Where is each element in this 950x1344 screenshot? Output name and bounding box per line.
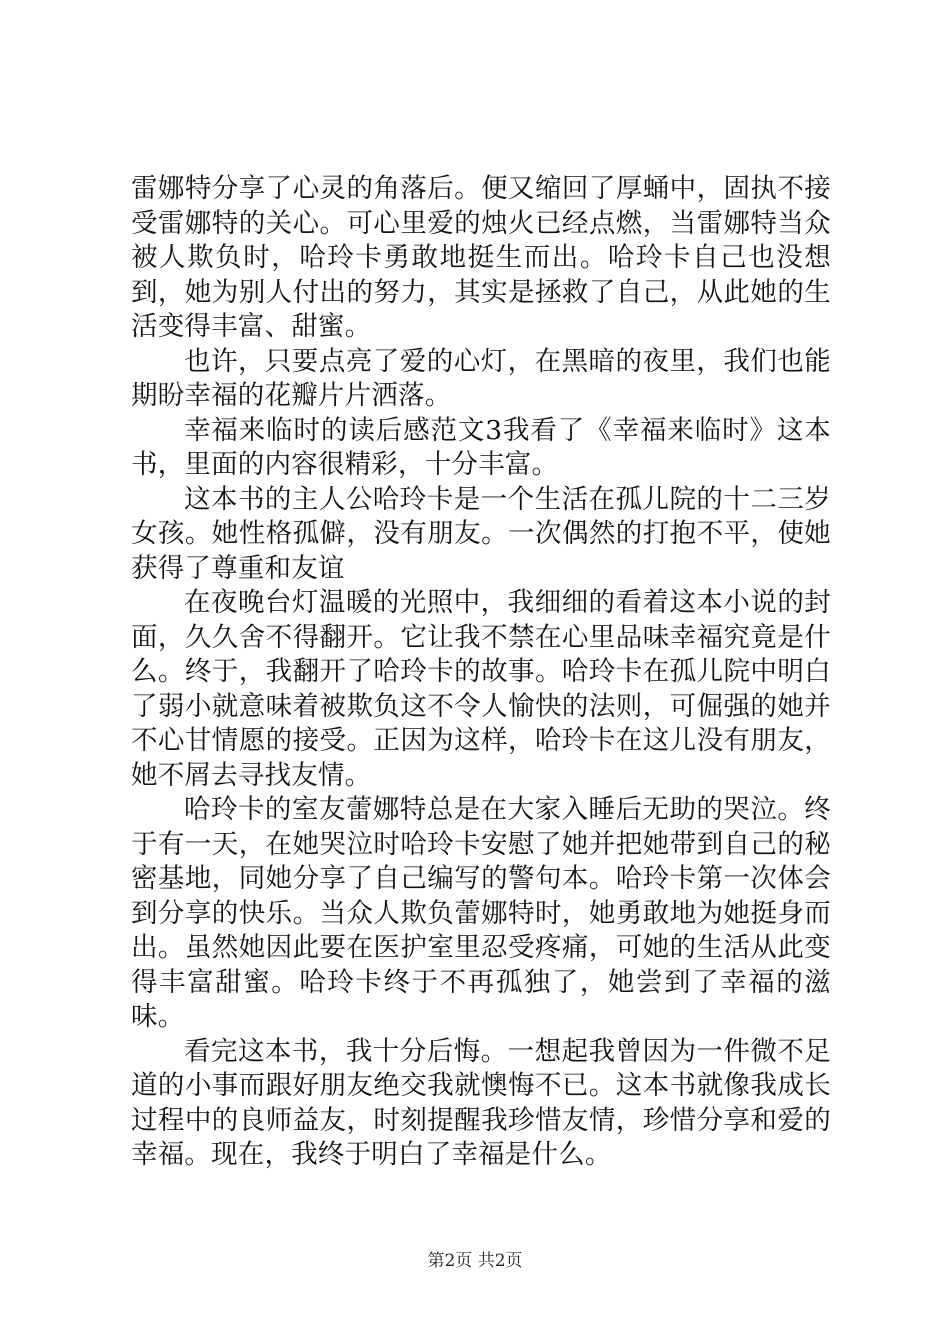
paragraph: 在夜晚台灯温暖的光照中，我细细的看着这本小说的封面，久久舍不得翻开。它让我不禁在心里品味幸福究竟是什么。终于，我翻开了哈玲卡的故事。哈玲卡在孤儿院中明白了弱小就意味着被欺负这不令人愉快的法则，可倔强的她并不心甘情愿的接受。正因为这样，哈玲卡在这儿没有朋友，她不屑去寻找友情。 — [131, 587, 831, 791]
paragraph: 这本书的主人公哈玲卡是一个生活在孤儿院的十二三岁女孩。她性格孤僻，没有朋友。一次偶然的打抱不平，使她获得了尊重和友谊 — [131, 483, 831, 584]
paragraph: 看完这本书，我十分后悔。一想起我曾因为一件微不足道的小事而跟好朋友绝交我就懊悔不已。这本书就像我成长过程中的良师益友，时刻提醒我珍惜友情，珍惜分享和爱的幸福。现在，我终于明白了幸福是什么。 — [131, 1035, 831, 1170]
document-body — [131, 172, 831, 1173]
page-footer — [0, 1246, 950, 1271]
paragraph: 也许，只要点亮了爱的心灯，在黑暗的夜里，我们也能期盼幸福的花瓣片片洒落。 — [131, 345, 831, 411]
paragraph: 哈玲卡的室友蕾娜特总是在大家入睡后无助的哭泣。终于有一天，在她哭泣时哈玲卡安慰了她并把她带到自己的秘密基地，同她分享了自己编写的警句本。哈玲卡第一次体会到分享的快乐。当众人欺负蕾娜特时，她勇敢地为她挺身而出。虽然她因此要在医护室里忍受疼痛，可她的生活从此变得丰富甜蜜。哈玲卡终于不再孤独了，她尝到了幸福的滋味。 — [131, 794, 831, 1032]
page-number-label: 第2页 共2页 — [427, 1251, 523, 1271]
paragraph: 幸福来临时的读后感范文3我看了《幸福来临时》这本书，里面的内容很精彩，十分丰富。 — [131, 414, 831, 480]
paragraph-continuation: 雷娜特分享了心灵的角落后。便又缩回了厚蛹中，固执不接受雷娜特的关心。可心里爱的烛火已经点燃，当雷娜特当众被人欺负时，哈玲卡勇敢地挺生而出。哈玲卡自己也没想到，她为别人付出的努力，其实是拯救了自己，从此她的生活变得丰富、甜蜜。 — [131, 173, 831, 342]
